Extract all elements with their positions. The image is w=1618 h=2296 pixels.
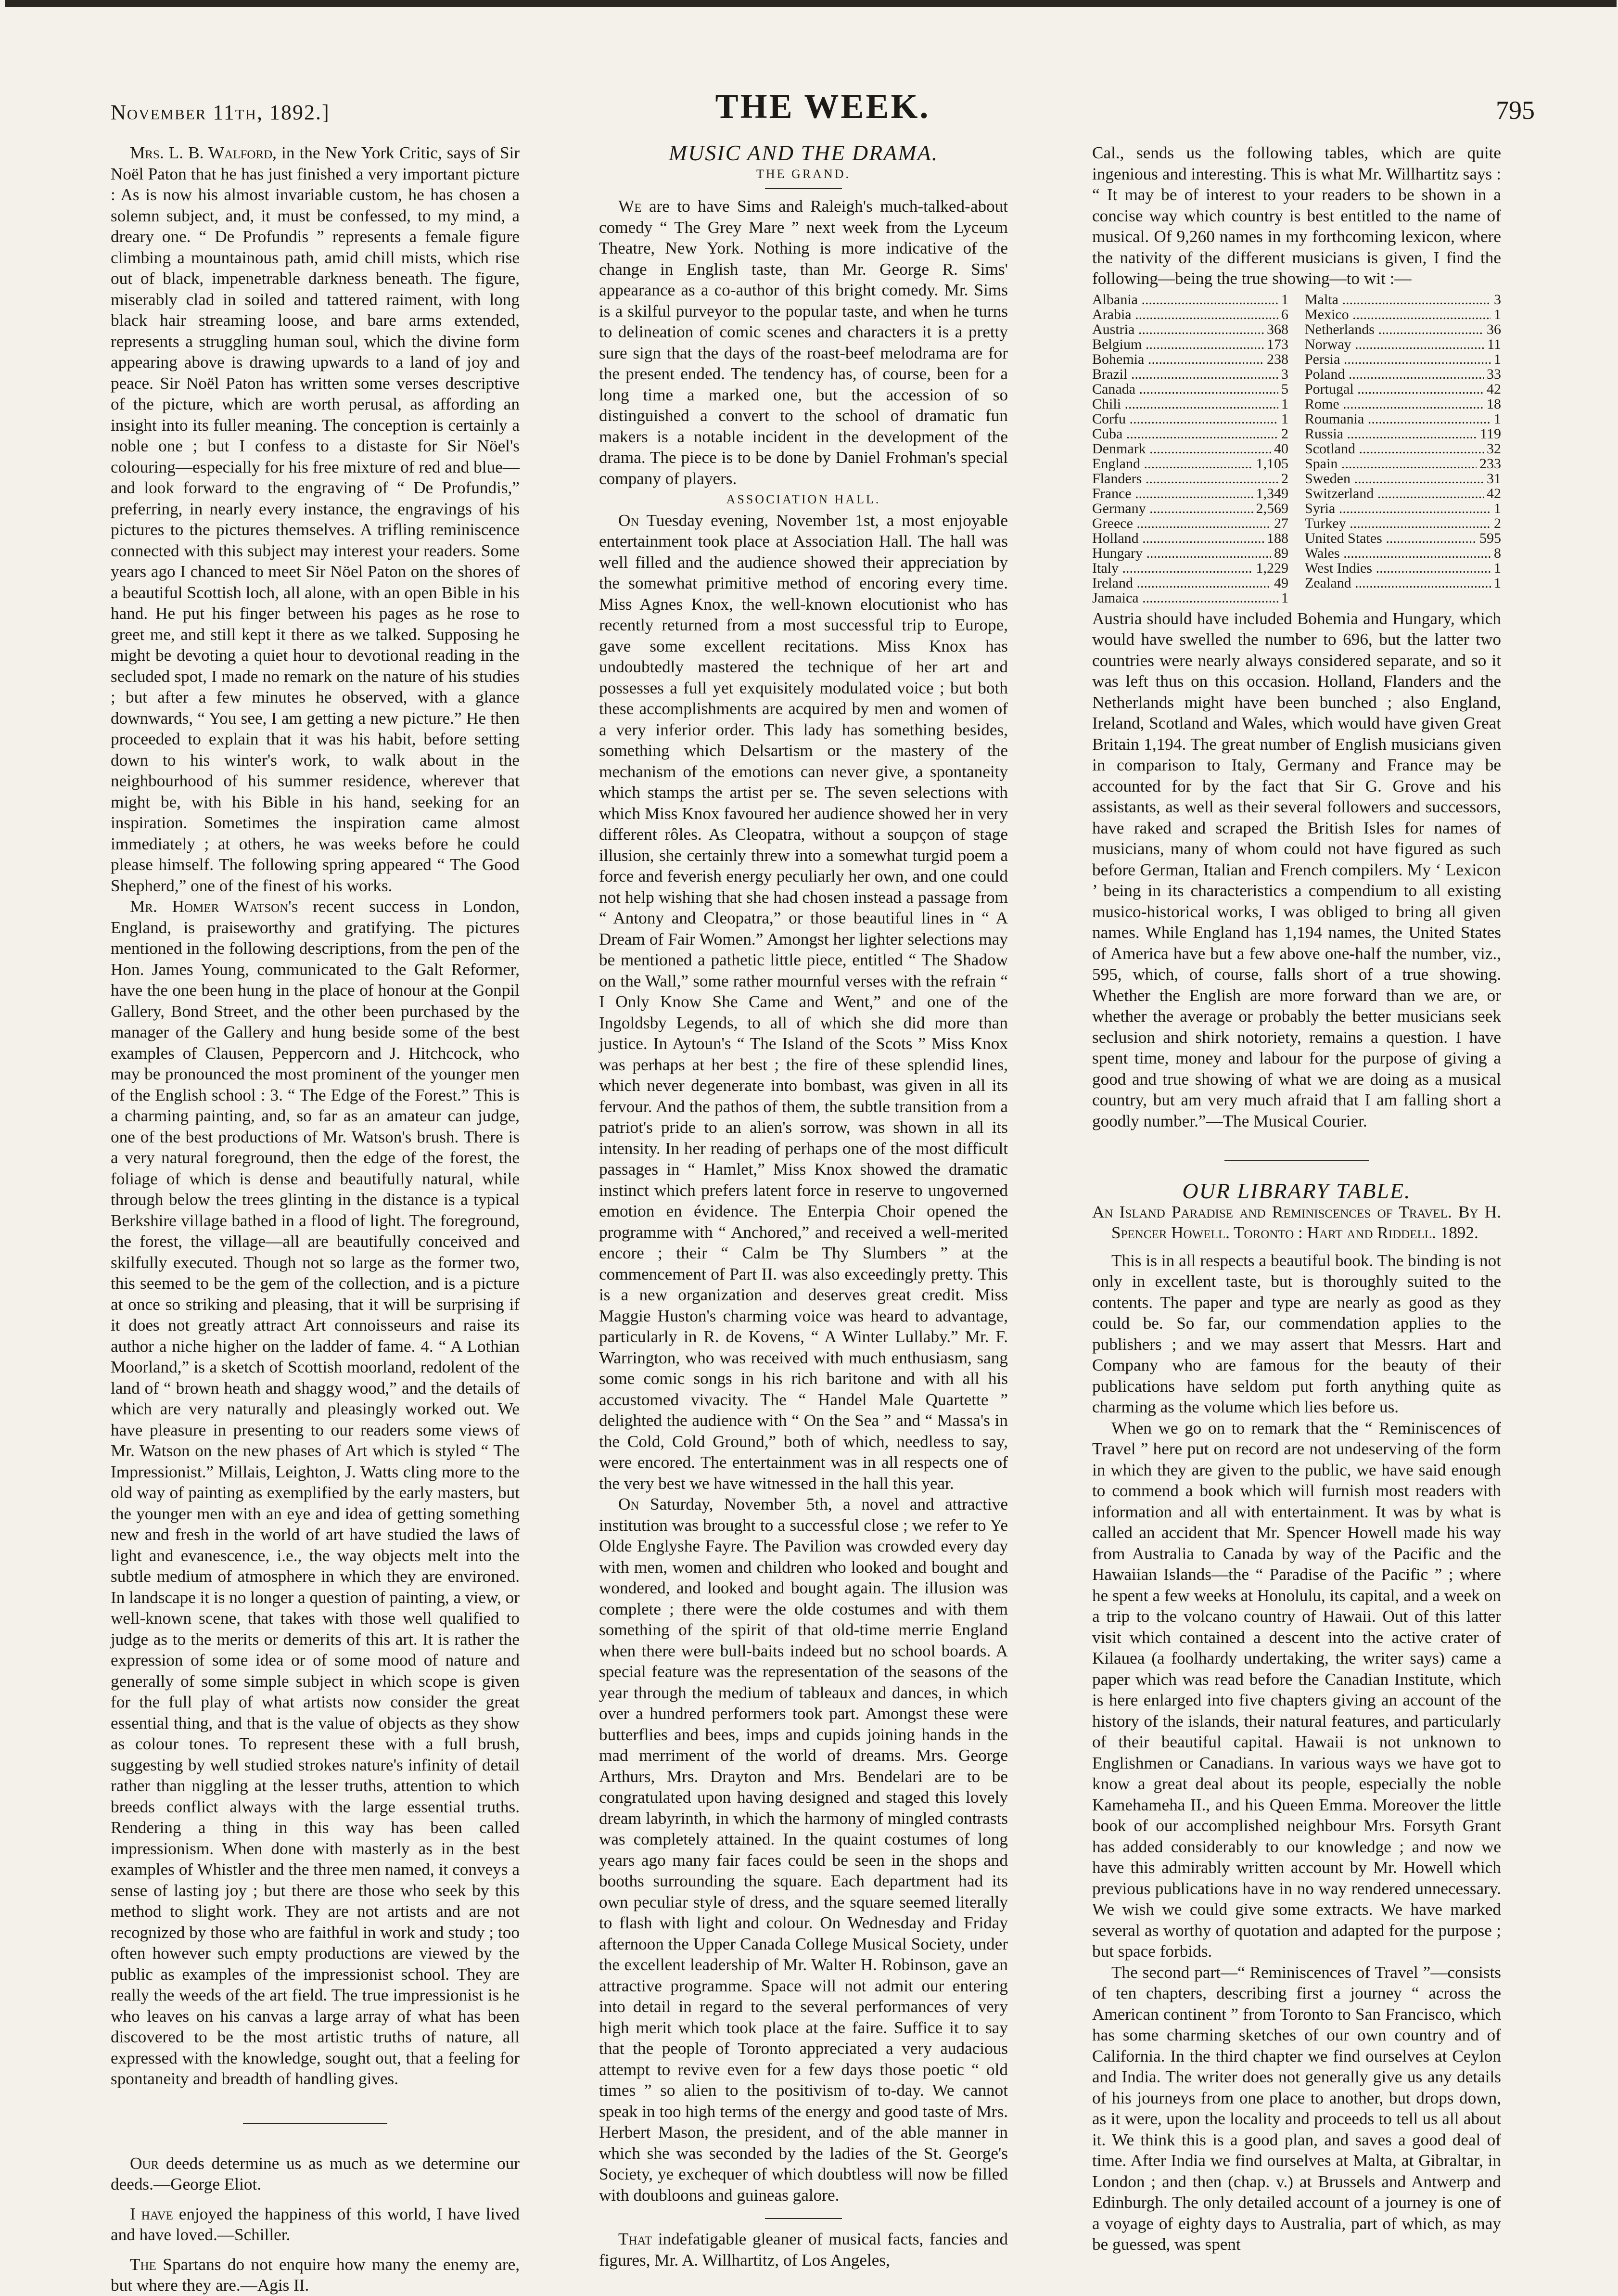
musician-count: 368 <box>1267 321 1288 337</box>
table-row <box>1305 501 1501 516</box>
table-row <box>1092 456 1288 471</box>
country-name: Jamaica ..... <box>1092 590 1278 605</box>
country-name: Chili ..... <box>1092 397 1278 411</box>
musician-count: 42 <box>1487 485 1501 501</box>
country-name: Austria ..... <box>1092 322 1264 337</box>
country-name: Russia ..... <box>1305 426 1477 441</box>
table-row <box>1305 426 1501 441</box>
country-name: France ..... <box>1092 486 1253 501</box>
musicians-by-country-table <box>1092 292 1501 605</box>
table-row <box>1092 382 1288 397</box>
table-row <box>1305 322 1501 337</box>
country-name: Turkey ..... <box>1305 516 1491 531</box>
country-name: Flanders ..... <box>1092 471 1278 486</box>
musician-count: 1 <box>1494 575 1501 591</box>
quote-schiller <box>111 2204 520 2245</box>
country-name: Syria ..... <box>1305 501 1491 516</box>
short-rule <box>765 2218 842 2219</box>
table-row <box>1305 471 1501 486</box>
section-divider <box>1224 1160 1369 1161</box>
paragraph-text: are to have Sims and Raleigh's much-talked-about comedy “ The Grey Mare ” next week from the Lyceum Theatre, New York. Nothing is more indicative of the change in English taste, than Mr. George R. Sims' appearance as a co-author of this bright comedy. Mr. Sims is a skilful purveyor to the popular taste, and when he turns to delineation of comic scenes and characters it is a pretty sure sign that the days of the roast-beef melodrama are for the present ended. The tendency has, of course, been for a long time a marked one, but the accession of so distinguished a convert to the school of dramatic fun makers is a notable incident in the development of the drama. The piece is to be done by Daniel Frohman's special company of players. <box>599 197 1008 488</box>
country-name: Albania ..... <box>1092 292 1278 307</box>
country-name: Hungary ..... <box>1092 546 1271 561</box>
country-name: Rome ..... <box>1305 397 1484 411</box>
paragraph-text: Saturday, November 5th, a novel and attractive institution was brought to a successful close ; we refer to Ye Olde Englyshe Fayre. The Pavilion was crowded every day with men, women and children who looked and bought and wondered, and looked and bought again. The illusion was complete ; there were the olde costumes and with them something of the spirit of that old-time merrie England when there were bull-baits indeed but no school boards. A special feature was the representation of the seasons of the year through the medium of tableaux and dances, in which over a hundred performers took part. Amongst these were butterflies and bees, imps and cupids joining hands in the mad merriment of the world of dreams. Mrs. George Arthurs, Mrs. Drayton and Mrs. Bendelari are to be congratulated upon having designed and staged this lovely dream labyrinth, in which the harmony of mingled contrasts was completely attained. In the quaint costumes of long years ago many fair faces could be seen in the shops and booths surrounding the square. Each department had its own peculiar style of dress, and the square seemed literally to flash with light and colour. On Wednesday and Friday afternoon the Upper Canada College Musical Society, under the excellent leadership of Mr. Walter H. Robinson, gave an attractive programme. Space will not admit our entering into detail in regard to the several performances of very high merit which took place at the faire. Suffice it to say that the people of Toronto appreciated a very audacious attempt to revive even for a few days those poetic “ old times ” so alien to the positivism of to-day. We cannot speak in too high terms of the energy and good taste of Mrs. Herbert Mason, the president, and of the able manner in which she was seconded by the ladies of the St. George's Society, ye exchequer of which doubtless will now be filled with doubloons and guineas galore. <box>599 1495 1008 2205</box>
table-row <box>1305 531 1501 546</box>
table-row <box>1092 352 1288 367</box>
paragraph-text: enjoyed the happiness of this world, I have lived and have loved.—Schiller. <box>111 2204 520 2244</box>
country-name: Ireland ..... <box>1092 576 1271 590</box>
subhead-grand: THE GRAND. <box>756 167 851 181</box>
table-row <box>1092 531 1288 546</box>
musician-count: 1,105 <box>1256 455 1288 472</box>
table-row <box>1305 397 1501 411</box>
paragraph-tables-intro: Cal., sends us the following tables, which are quite ingenious and interesting. This is what Mr. Willhartitz says : “ It may be of interest to your readers to be shown in a concise way which country is best entitled to the name of musical. Of 9,260 names in my forthcoming lexicon, where the nativity of the different musicians is given, I find the following—being the true showing—to wit :— <box>1092 143 1501 288</box>
country-name: Brazil ..... <box>1092 367 1278 382</box>
table-row <box>1092 307 1288 322</box>
country-name: Mexico ..... <box>1305 307 1491 322</box>
musician-count: 32 <box>1487 440 1501 457</box>
table-row <box>1305 337 1501 352</box>
musician-count: 42 <box>1487 381 1501 397</box>
musician-count: 188 <box>1267 530 1288 546</box>
short-rule <box>765 188 842 189</box>
quote-agis <box>111 2254 520 2296</box>
country-name: Corfu ..... <box>1092 411 1278 426</box>
table-row <box>1092 471 1288 486</box>
paragraph-text: Tuesday evening, November 1st, a most enjoyable entertainment took place at Association Hall. The hall was well filled and the audience showed their appreciation by the somewhat primitive method of encoring every time. Miss Agnes Knox, the well-known elocutionist who has recently returned from a most successful trip to Europe, gave some excellent recitations. Miss Knox has undoubtedly mastered the technique of her art and possesses a full yet exquisitely modulated voice ; but both these accomplishments are acquired by men and women of a very inferior order. This lady has something besides, something which Delsartism or the mastery of the mechanism of the emotions can never give, a spontaneity which stamps the artist per se. The seven selections with which Miss Knox favoured her audience showed her in very different rôles. As Cleopatra, without a soupçon of stage illusion, she certainly threw into a somewhat turgid poem a force and feverish energy peculiarly her own, and one could not help wishing that she had chosen instead a passage from “ Antony and Cleopatra,” or those beautiful lines in “ A Dream of Fair Women.” Amongst her lighter selections may be mentioned a pathetic little piece, entitled “ The Shadow on the Wall,” some rather mournful verses with the refrain “ I Only Know She Came and Went,” and one of the Ingoldsby Legends, to all of which she did more than justice. In Aytoun's “ The Island of the Scots ” Miss Knox was perhaps at her best ; the fire of these splendid lines, which never degenerate into bombast, was given in all its fervour. And the pathos of them, the subtle transition from a patriot's pride to an alien's sorrow, was shown in all its intensity. In her reading of perhaps one of the most difficult passages in “ Hamlet,” Miss Knox showed the dramatic instinct which prefers latent force in reserve to ungoverned emotion en évidence. The Enterpia Choir opened the programme with “ Anchored,” and received a well-merited encore ; their “ Calm be Thy Slumbers ” at the commencement of Part II. was also exceedingly pretty. This is a new organization and deserves great credit. Miss Maggie Huston's charming voice was heard to advantage, particularly in R. de Kovens, “ A Winter Lullaby.” Mr. F. Warrington, who was received with much enthusiasm, sang some comic songs in his rich baritone and with all his accustomed vivacity. The “ Handel Male Quartette ” delighted the audience with “ On the Sea ” and “ Massa's in the Cold, Cold Ground,” both of which, needless to say, were encored. The entertainment was in all respects one of the very best we have witnessed in the hall this year. <box>599 511 1008 1493</box>
issue-date: November 11th, 1892.] <box>111 101 330 124</box>
table-row <box>1305 546 1501 561</box>
musician-count: 595 <box>1479 530 1501 546</box>
musician-count: 36 <box>1487 321 1501 337</box>
country-name: Persia ..... <box>1305 352 1491 367</box>
musician-count: 1 <box>1494 560 1501 576</box>
table-row <box>1305 441 1501 456</box>
table-row <box>1305 576 1501 590</box>
country-name: Bohemia ..... <box>1092 352 1264 367</box>
musician-count: 18 <box>1487 396 1501 412</box>
country-name: Canada ..... <box>1092 382 1278 397</box>
table-row <box>1092 337 1288 352</box>
country-name: Belgium ..... <box>1092 337 1264 352</box>
section-divider <box>243 2123 387 2124</box>
country-name: United States ..... <box>1305 531 1477 546</box>
musician-count: 89 <box>1274 545 1288 561</box>
table-row <box>1092 516 1288 531</box>
musician-count: 1 <box>1494 410 1501 427</box>
paragraph-text: indefatigable gleaner of musical facts, fancies and figures, Mr. A. Willhartitz, of Los Angeles, <box>599 2230 1008 2270</box>
table-row <box>1092 546 1288 561</box>
paragraph-lead: We <box>618 197 642 216</box>
musician-count: 5 <box>1281 381 1288 397</box>
country-name: Roumania ..... <box>1305 411 1491 426</box>
table-row <box>1092 501 1288 516</box>
country-name: Norway ..... <box>1305 337 1484 352</box>
paragraph-lead: On <box>618 1495 639 1514</box>
musician-count: 119 <box>1480 425 1501 442</box>
paragraph-lead: Mrs. L. B. Walford <box>130 143 273 162</box>
table-row <box>1305 516 1501 531</box>
musician-count: 40 <box>1274 440 1288 457</box>
table-row <box>1305 292 1501 307</box>
musician-count: 11 <box>1487 336 1501 352</box>
paragraph-text: , in the New York Critic, says of Sir Noël Paton that he has just finished a very important picture : As is now his almost invariable custom, he has chosen a solemn subject, and, it must be confessed, to my mind, a dreary one. “ De Profundis ” represents a female figure climbing a mountainous path, amid chill mists, which rise out of black, impenetrable darkness beneath. The figure, miserably clad in soiled and tattered raiment, with long black hair streaming loose, and bare arms extended, represents a struggling human soul, which the divine form appearing above is drawing upwards to a land of joy and peace. Sir Noël Paton has written some verses descriptive of the picture, which are worth perusal, as affording an insight into its fuller meaning. The conception is certainly a noble one ; but I confess to a distaste for Sir Nöel's colouring—especially for his free mixture of red and blue—and look forward to the engraving of “ De Profundis,” preferring, in nearly every instance, the engravings of his pictures to the pictures themselves. A trifling reminiscence connected with this subject may interest your readers. Some years ago I chanced to meet Sir Nöel Paton on the shores of a beautiful Scottish loch, all alone, with an open Bible in his hand. He put his finger between his pages as he rose to greet me, and still kept it there as we talked. Supposing he might be devoting a quiet hour to devotional reading in the secluded spot, I made no remark on the nature of his studies ; but after a few minutes he observed, with a glance downwards, “ You see, I am getting a new picture.” He then proceeded to explain that it was his habit, before setting down to his winter's work, to walk about in the neighbourhood of his summer residence, wherever that might be, with his Bible in his hand, seeking for an inspiration. Sometimes the inspiration came almost immediately ; at others, he was weeks before he could please himself. The following spring appeared “ The Good Shepherd,” one of the finest of his works. <box>111 143 520 895</box>
paragraph-lead: I have <box>130 2204 173 2223</box>
country-name: Portugal ..... <box>1305 382 1484 397</box>
table-row <box>1092 441 1288 456</box>
country-name: Wales ..... <box>1305 546 1491 561</box>
country-name: Spain ..... <box>1305 456 1477 471</box>
table-row <box>1092 367 1288 382</box>
paragraph-lead: Our <box>130 2154 159 2173</box>
country-name: Germany ..... <box>1092 501 1253 516</box>
table-row <box>1092 411 1288 426</box>
country-name: Switzerland ..... <box>1305 486 1484 501</box>
table-row <box>1305 561 1501 576</box>
top-edge-rule <box>5 0 1617 7</box>
paragraph-grand <box>599 196 1008 489</box>
musician-count: 31 <box>1487 470 1501 487</box>
table-row <box>1305 352 1501 367</box>
country-name: England ..... <box>1092 456 1253 471</box>
table-left-column <box>1092 292 1288 605</box>
musician-count: 1 <box>1281 410 1288 427</box>
musician-count: 6 <box>1281 306 1288 322</box>
country-name: West Indies ..... <box>1305 561 1491 576</box>
paragraph-lead: That <box>618 2230 652 2248</box>
musician-count: 3 <box>1281 366 1288 382</box>
page-number: 795 <box>1496 96 1535 125</box>
paragraph-lead: Mr. Homer Watson's <box>130 897 298 916</box>
table-row <box>1092 397 1288 411</box>
table-row <box>1305 411 1501 426</box>
section-title-music-drama: MUSIC AND THE DRAMA. <box>668 141 939 165</box>
country-name: Arabia ..... <box>1092 307 1278 322</box>
musician-count: 233 <box>1479 455 1501 472</box>
table-right-column <box>1305 292 1501 605</box>
musician-count: 2,569 <box>1256 500 1288 516</box>
musician-count: 3 <box>1494 291 1501 308</box>
paragraph-homer-watson <box>111 896 520 2090</box>
paragraph-olde-englyshe-fayre <box>599 1494 1008 2206</box>
musician-count: 173 <box>1267 336 1288 352</box>
table-row <box>1092 426 1288 441</box>
paragraph-review-1: This is in all respects a beautiful book. The binding is not only in excellent taste, but is thoroughly suited to the contents. The paper and type are nearly as good as they could be. So far, our commendation applies to the publishers ; and we may assert that Messrs. Hart and Company who are famous for the beauty of their publications have seldom put forth anything quite as charming as the volume which lies before us. <box>1092 1251 1501 1416</box>
country-name: Poland ..... <box>1305 367 1484 382</box>
musician-count: 2 <box>1281 470 1288 487</box>
country-name: Netherlands ..... <box>1305 322 1484 337</box>
paragraph-review-2: When we go on to remark that the “ Reminiscences of Travel ” here put on record are not undeserving of the form in which they are given to the public, we have said enough to commend a book which will furnish most readers with information and all with entertainment. It was by what is called an accident that Mr. Spencer Howell made his way from Australia to Canada by way of the Pacific and the Hawaiian Islands—the “ Paradise of the Pacific ” ; where he spent a few weeks at Honolulu, its capital, and a week on a trip to the volcano country of Hawaii. Out of this latter visit which contained a descent into the active crater of Kilauea (a foolhardy undertaking, the writer says) came a paper which was read before the Canadian Institute, which is here enlarged into five chapters giving an account of the history of the islands, their natural features, and particularly of their beautiful capital. Hawaii is not unknown to Englishmen or Canadians. In various ways we have got to know a great deal about its people, especially the noble Kamehameha II., and his Queen Emma. Moreover the little book of our accomplished neighbour Mrs. Forsyth Grant has added considerably to our knowledge ; and now we have this admirably written account by Mr. Howell which previous publications have in no way rendered unnecessary. We wish we could give some extracts. We have marked several as worthy of quotation and adapted for the purpose ; but space forbids. <box>1092 1418 1501 1961</box>
column-right <box>1092 142 1501 2255</box>
subhead-association-hall: ASSOCIATION HALL. <box>726 492 881 506</box>
book-heading: An Island Paradise and Reminiscences of Travel. By H. Spencer Howell. Toronto : Hart and Riddell. 1892. <box>1092 1202 1501 1242</box>
musician-count: 1 <box>1494 306 1501 322</box>
paragraph-tables-comment: Austria should have included Bohemia and Hungary, which would have swelled the number to 696, but the latter two countries were nearly always considered separate, and so it was left thus on this occasion. Holland, Flanders and the Netherlands might have been bunched ; also England, Ireland, Scotland and Wales, which would have given Great Britain 1,194. The great number of English musicians given in comparison to Italy, Germany and France may be accounted for by the fact that Sir G. Grove and his assistants, as well as their several followers and successors, have raked and scraped the British Isles for names of musicians, many of whom could not have figured as such before German, Italian and French compilers. My ‘ Lexicon ’ being in its characteristics a compendium to all existing musico-historical works, I was obliged to bring all given names. While England has 1,194 names, the United States of America have but a few above one-half the number, viz., 595, which, of course, falls short of a true showing. Whether the English are more forward than we are, or whether the average or probably the better musicians seek seclusion and shirk notoriety, remains a question. I have spent time, money and labour for the purpose of giving a good and true showing of what we are doing as a musical country, but am very much afraid that I am falling short a goodly number.”—The Musical Courier. <box>1092 609 1501 1130</box>
country-name: Cuba ..... <box>1092 426 1278 441</box>
masthead-title: THE WEEK. <box>715 87 930 126</box>
quote-eliot <box>111 2153 520 2195</box>
table-row <box>1305 367 1501 382</box>
musician-count: 1 <box>1281 291 1288 308</box>
paragraph-association-hall <box>599 510 1008 1494</box>
musician-count: 1 <box>1494 351 1501 367</box>
musician-count: 1 <box>1281 590 1288 606</box>
musician-count: 49 <box>1274 575 1288 591</box>
table-row <box>1305 307 1501 322</box>
table-row <box>1305 456 1501 471</box>
country-name: Zealand ..... <box>1305 576 1491 590</box>
paragraph-walford <box>111 142 520 896</box>
page-header <box>111 87 1535 130</box>
paragraph-willhartitz <box>599 2229 1008 2270</box>
musician-count: 238 <box>1267 351 1288 367</box>
table-row <box>1092 576 1288 590</box>
musician-count: 2 <box>1494 515 1501 531</box>
section-title-library-table: OUR LIBRARY TABLE. <box>1182 1179 1411 1203</box>
paragraph-text: recent success in London, England, is praiseworthy and gratifying. The pictures mentioned in the following descriptions, from the pen of the Hon. James Young, communicated to the Galt Reformer, have the one been hung in the place of honour at the Gonpil Gallery, Bond Street, and the other been purchased by the manager of the Gallery and hung beside some of the best examples of Clausen, Peppercorn and J. Hitchcock, who may be pronounced the most prominent of the younger men of the English school : 3. “ The Edge of the Forest.” This is a charming painting, and, so far as an amateur can judge, one of the best productions of Mr. Watson's brush. There is a very natural foreground, then the edge of the forest, the foliage of which is dense and beautifully natural, while through below the trees glinting in the distance is a typical Berkshire village bathed in a flood of light. The foreground, the forest, the village—all are beautifully conceived and skilfully executed. Though not so large as the former two, this seemed to be the gem of the collection, and is a picture at once so striking and pleasing, that it will be surprising if it does not greatly attract Art connoisseurs and raise its author a niche higher on the ladder of fame. 4. “ A Lothian Moorland,” is a sketch of Scottish moorland, redolent of the land of “ brown heath and shaggy wood,” and the details of which are very naturally and pleasingly worked out. We have pleasure in presenting to our readers some views of Mr. Watson on the new phases of Art which is styled “ The Impressionist.” Millais, Leighton, J. Watts cling more to the old way of painting as exemplified by the early masters, but the younger men with an eye and idea of getting something new and fresh in the world of art have studied the laws of light and evanescence, i.e., the way objects melt into the subtle medium of atmosphere in which they are environed. In landscape it is no longer a question of painting, a view, or well-known scene, that takes with those well qualified to judge as to the merits or demerits of this art. It is rather the expression of some idea or of some mood of nature and generally of some simple subject in which scope is given for the full play of what artists now consider the great essential thing, and that is the value of objects as they show as colour tones. To represent these with a full brush, suggesting by well studied strokes nature's infinity of detail rather than niggling at the lesser truths, attention to which breeds conflict always with the large essential truths. Rendering a thing in this way has been called impressionism. When done with masterly as in the best examples of Whistler and the three men named, it conveys a sense of lasting joy ; but there are those who seek by this method to slight work. They are not artists and are not recognized by those who are faithful in work and study ; too often however such empty productions are viewed by the public as examples of the impressionist school. They are really the weeds of the art field. The true impressionist is he who leaves on his canvas a large array of what has been discovered to be the most artistic truths of nature, all expressed with the knowledge, sought out, that a feeling for spontaneity and breadth of handling gives. <box>111 897 520 2088</box>
table-row <box>1305 382 1501 397</box>
paragraph-lead: On <box>618 511 639 530</box>
country-name: Italy ..... <box>1092 561 1253 576</box>
musician-count: 33 <box>1487 366 1501 382</box>
musician-count: 27 <box>1274 515 1288 531</box>
column-middle <box>599 142 1008 2270</box>
country-name: Holland ..... <box>1092 531 1264 546</box>
musician-count: 8 <box>1494 545 1501 561</box>
table-row <box>1092 322 1288 337</box>
paragraph-review-3: The second part—“ Reminiscences of Travel ”—consists of ten chapters, describing first a journey “ across the American continent ” from Toronto to San Francisco, which has some charming sketches of our own country and of California. In the third chapter we find ourselves at Ceylon and India. The writer does not generally give us any details of his journeys from one place to another, but drops down, as it were, upon the locality and proceeds to tell us all about it. We think this is a good plan, and saves a good deal of time. After India we find ourselves at Malta, at Gibraltar, in London ; and then (chap. v.) at Brussels and Antwerp and Edinburgh. The only detailed account of a journey is one of a voyage of eighty days to Australia, part of which, as may be guessed, was spent <box>1092 1963 1501 2254</box>
paragraph-text: Spartans do not enquire how many the enemy are, but where they are.—Agis II. <box>111 2255 520 2295</box>
musician-count: 1,229 <box>1256 560 1288 576</box>
table-row <box>1092 561 1288 576</box>
table-row <box>1305 486 1501 501</box>
table-row <box>1092 292 1288 307</box>
country-name: Greece ..... <box>1092 516 1271 531</box>
country-name: Scotland ..... <box>1305 441 1484 456</box>
column-left <box>111 142 520 2296</box>
country-name: Malta ..... <box>1305 292 1491 307</box>
paragraph-text: deeds determine us as much as we determine our deeds.—George Eliot. <box>111 2154 520 2193</box>
table-row <box>1092 486 1288 501</box>
musician-count: 1 <box>1281 396 1288 412</box>
table-row <box>1092 590 1288 605</box>
country-name: Denmark ..... <box>1092 441 1271 456</box>
musician-count: 1,349 <box>1256 485 1288 501</box>
country-name: Sweden ..... <box>1305 471 1484 486</box>
paragraph-lead: The <box>130 2255 156 2274</box>
musician-count: 2 <box>1281 425 1288 442</box>
musician-count: 1 <box>1494 500 1501 516</box>
